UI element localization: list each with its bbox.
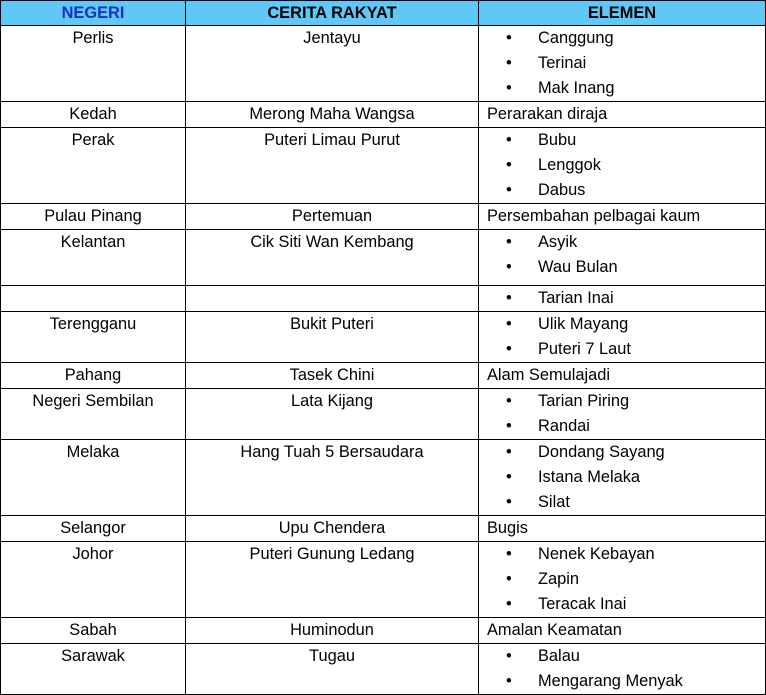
header-cerita-rakyat: CERITA RAKYAT bbox=[186, 1, 479, 26]
cerita-cell: Puteri Limau Purut bbox=[186, 128, 479, 204]
bullet-icon: • bbox=[506, 647, 512, 665]
negeri-cell: Pahang bbox=[1, 363, 186, 389]
table-row bbox=[1, 286, 766, 312]
table-row bbox=[1, 204, 766, 230]
cerita-cell: Hang Tuah 5 Bersaudara bbox=[186, 440, 479, 516]
elemen-cell bbox=[479, 312, 766, 363]
negeri-cell: Sarawak bbox=[1, 644, 186, 695]
elemen-text: Dabus bbox=[538, 181, 586, 199]
bullet-icon: • bbox=[506, 570, 512, 588]
cerita-cell: Lata Kijang bbox=[186, 389, 479, 440]
bullet-icon: • bbox=[506, 233, 512, 251]
elemen-cell bbox=[479, 440, 766, 516]
list-item bbox=[479, 465, 765, 490]
bullet-icon: • bbox=[506, 156, 512, 174]
elemen-cell: Perarakan diraja bbox=[479, 102, 766, 128]
negeri-cell: Selangor bbox=[1, 516, 186, 542]
bullet-icon: • bbox=[506, 672, 512, 690]
list-item bbox=[479, 286, 765, 311]
elemen-text: Teracak Inai bbox=[538, 595, 627, 613]
list-item bbox=[479, 51, 765, 76]
elemen-text: Mak Inang bbox=[538, 79, 615, 97]
list-item bbox=[479, 230, 765, 255]
list-item bbox=[479, 542, 765, 567]
negeri-cell: Johor bbox=[1, 542, 186, 618]
cerita-cell: Pertemuan bbox=[186, 204, 479, 230]
header-negeri: NEGERI bbox=[1, 1, 186, 26]
elemen-list bbox=[479, 389, 765, 439]
list-item bbox=[479, 26, 765, 51]
elemen-text: Istana Melaka bbox=[538, 468, 641, 486]
table-row bbox=[1, 230, 766, 286]
negeri-cell: Pulau Pinang bbox=[1, 204, 186, 230]
elemen-text: Silat bbox=[538, 493, 570, 511]
elemen-text: Zapin bbox=[538, 570, 580, 588]
cerita-cell: Huminodun bbox=[186, 618, 479, 644]
elemen-cell bbox=[479, 286, 766, 312]
list-item bbox=[479, 567, 765, 592]
elemen-text: Nenek Kebayan bbox=[538, 545, 655, 563]
negeri-cell: Perak bbox=[1, 128, 186, 204]
table-row bbox=[1, 389, 766, 440]
elemen-text: Tarian Piring bbox=[538, 392, 630, 410]
bullet-icon: • bbox=[506, 54, 512, 72]
table-row bbox=[1, 618, 766, 644]
bullet-icon: • bbox=[506, 29, 512, 47]
elemen-text: Randai bbox=[538, 417, 590, 435]
table-row bbox=[1, 363, 766, 389]
bullet-icon: • bbox=[506, 545, 512, 563]
elemen-text: Lenggok bbox=[538, 156, 601, 174]
table-row bbox=[1, 26, 766, 102]
elemen-text: Dondang Sayang bbox=[538, 443, 665, 461]
bullet-icon: • bbox=[506, 79, 512, 97]
elemen-text: Wau Bulan bbox=[538, 258, 618, 276]
elemen-cell bbox=[479, 644, 766, 695]
bullet-icon: • bbox=[506, 131, 512, 149]
bullet-icon: • bbox=[506, 258, 512, 276]
negeri-cell bbox=[1, 286, 186, 312]
negeri-cell: Melaka bbox=[1, 440, 186, 516]
elemen-list bbox=[479, 230, 765, 280]
list-item bbox=[479, 128, 765, 153]
elemen-cell bbox=[479, 389, 766, 440]
elemen-list bbox=[479, 440, 765, 515]
header-elemen: ELEMEN bbox=[479, 1, 766, 26]
list-item bbox=[479, 669, 765, 694]
elemen-list bbox=[479, 644, 765, 694]
bullet-icon: • bbox=[506, 468, 512, 486]
elemen-text: Canggung bbox=[538, 29, 614, 47]
table-row bbox=[1, 542, 766, 618]
elemen-text: Tarian Inai bbox=[538, 289, 614, 307]
list-item bbox=[479, 312, 765, 337]
bullet-icon: • bbox=[506, 181, 512, 199]
elemen-cell bbox=[479, 542, 766, 618]
table-row bbox=[1, 128, 766, 204]
elemen-cell: Bugis bbox=[479, 516, 766, 542]
list-item bbox=[479, 644, 765, 669]
list-item bbox=[479, 490, 765, 515]
list-item bbox=[479, 389, 765, 414]
elemen-list bbox=[479, 128, 765, 203]
elemen-text: Balau bbox=[538, 647, 580, 665]
table-row bbox=[1, 312, 766, 363]
list-item bbox=[479, 255, 765, 280]
cerita-cell: Jentayu bbox=[186, 26, 479, 102]
elemen-cell: Alam Semulajadi bbox=[479, 363, 766, 389]
elemen-cell bbox=[479, 230, 766, 286]
elemen-list bbox=[479, 542, 765, 617]
list-item bbox=[479, 592, 765, 617]
bullet-icon: • bbox=[506, 417, 512, 435]
list-item bbox=[479, 76, 765, 101]
elemen-cell bbox=[479, 26, 766, 102]
list-item bbox=[479, 178, 765, 203]
bullet-icon: • bbox=[506, 493, 512, 511]
bullet-icon: • bbox=[506, 289, 512, 307]
table-row bbox=[1, 102, 766, 128]
negeri-cell: Kelantan bbox=[1, 230, 186, 286]
elemen-text: Asyik bbox=[538, 233, 578, 251]
cerita-cell bbox=[186, 286, 479, 312]
bullet-icon: • bbox=[506, 315, 512, 333]
elemen-cell bbox=[479, 128, 766, 204]
cerita-cell: Cik Siti Wan Kembang bbox=[186, 230, 479, 286]
negeri-cell: Perlis bbox=[1, 26, 186, 102]
negeri-cell: Sabah bbox=[1, 618, 186, 644]
bullet-icon: • bbox=[506, 595, 512, 613]
negeri-cell: Kedah bbox=[1, 102, 186, 128]
cerita-cell: Upu Chendera bbox=[186, 516, 479, 542]
table-row bbox=[1, 440, 766, 516]
list-item bbox=[479, 414, 765, 439]
header-row bbox=[1, 1, 766, 26]
bullet-icon: • bbox=[506, 340, 512, 358]
bullet-icon: • bbox=[506, 443, 512, 461]
elemen-list bbox=[479, 312, 765, 362]
table-row bbox=[1, 516, 766, 542]
list-item bbox=[479, 337, 765, 362]
elemen-text: Mengarang Menyak bbox=[538, 672, 683, 690]
elemen-list bbox=[479, 26, 765, 101]
elemen-cell: Persembahan pelbagai kaum bbox=[479, 204, 766, 230]
cerita-cell: Tasek Chini bbox=[186, 363, 479, 389]
cerita-cell: Bukit Puteri bbox=[186, 312, 479, 363]
elemen-text: Terinai bbox=[538, 54, 587, 72]
list-item bbox=[479, 440, 765, 465]
elemen-cell: Amalan Keamatan bbox=[479, 618, 766, 644]
cerita-cell: Tugau bbox=[186, 644, 479, 695]
negeri-cell: Terengganu bbox=[1, 312, 186, 363]
list-item bbox=[479, 153, 765, 178]
elemen-text: Puteri 7 Laut bbox=[538, 340, 631, 358]
negeri-cell: Negeri Sembilan bbox=[1, 389, 186, 440]
table-row bbox=[1, 644, 766, 695]
cerita-cell: Merong Maha Wangsa bbox=[186, 102, 479, 128]
elemen-text: Ulik Mayang bbox=[538, 315, 629, 333]
cerita-cell: Puteri Gunung Ledang bbox=[186, 542, 479, 618]
elemen-text: Bubu bbox=[538, 131, 577, 149]
elemen-list bbox=[479, 286, 765, 311]
bullet-icon: • bbox=[506, 392, 512, 410]
